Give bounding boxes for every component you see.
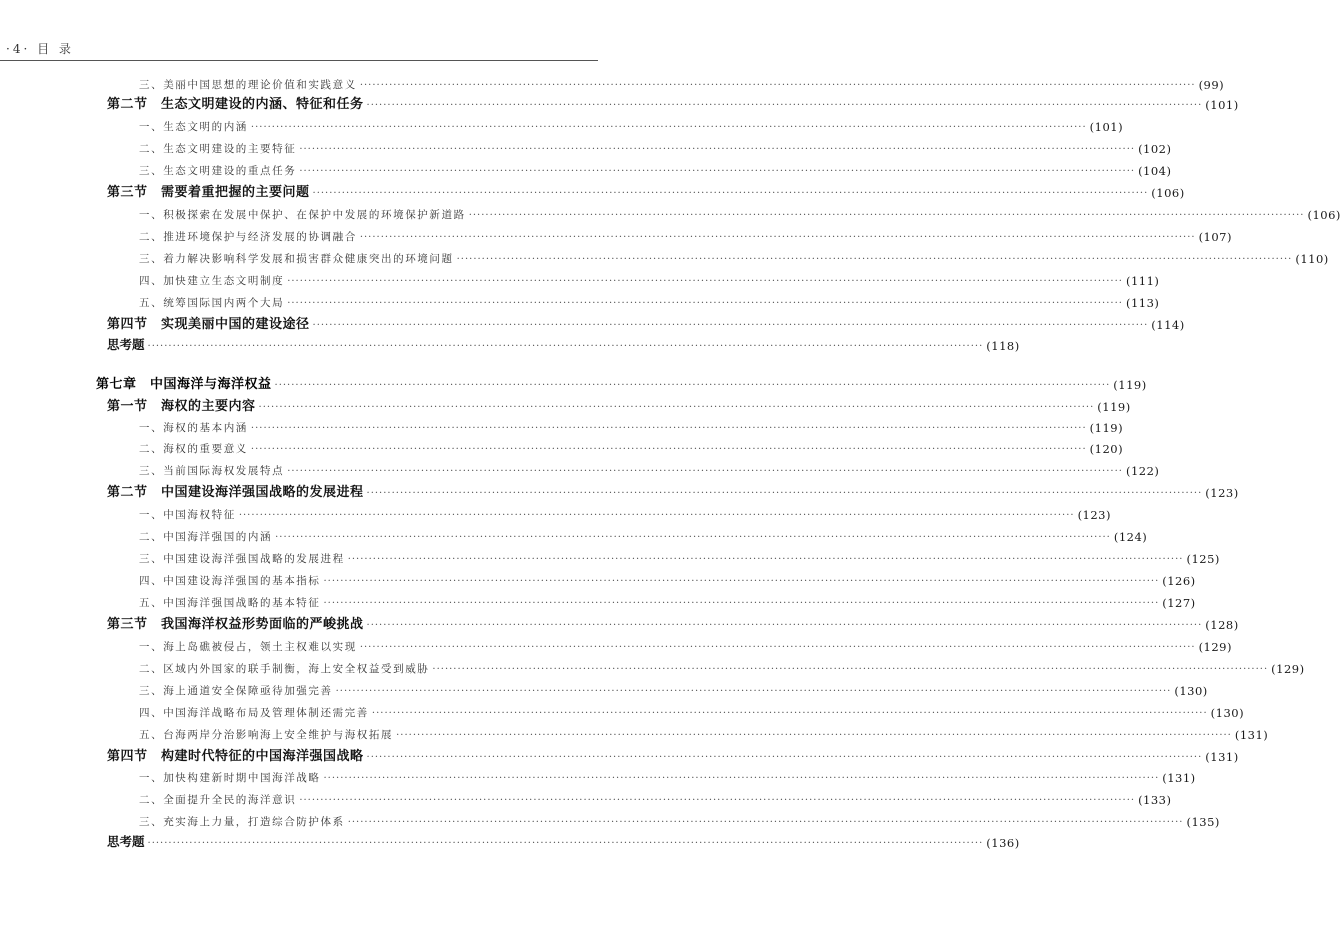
toc-leader-dots: ········································································································································································································ — [299, 144, 1136, 155]
toc-leader-dots: ········································································································································································································ — [335, 686, 1172, 697]
toc-entry-title: 二、海权的重要意义 — [139, 443, 248, 455]
toc-entry-sub[interactable] — [139, 656, 1305, 676]
toc-leader-dots: ········································································································································································································ — [366, 620, 1203, 631]
toc-entry-sub[interactable] — [139, 787, 1172, 807]
toc-entry-page: (119) — [1089, 421, 1124, 435]
toc-leader-dots: ········································································································································································································ — [468, 210, 1305, 221]
toc-entry-sub[interactable] — [139, 809, 1220, 829]
toc-entry-page: (106) — [1307, 208, 1341, 222]
toc-leader-dots: ········································································································································································································ — [238, 510, 1075, 521]
toc-entry-title: 第三节 我国海洋权益形势面临的严峻挑战 — [107, 617, 364, 632]
toc-leader-dots: ········································································································································································································ — [299, 795, 1136, 806]
toc-entry-page: (99) — [1198, 78, 1225, 92]
toc-entry-sub[interactable] — [139, 415, 1124, 435]
toc-entry-sec[interactable] — [107, 312, 1185, 332]
toc-entry-title: 一、积极探索在发展中保护、在保护中发展的环境保护新道路 — [139, 209, 466, 221]
toc-leader-dots: ········································································································································································································ — [323, 598, 1160, 609]
toc-entry-page: (126) — [1162, 574, 1196, 588]
toc-entry-sub[interactable] — [139, 458, 1160, 478]
toc-entry-title: 二、全面提升全民的海洋意识 — [139, 794, 297, 806]
toc-entry-page: (129) — [1198, 640, 1232, 654]
toc-entry-title: 第三节 需要着重把握的主要问题 — [107, 185, 310, 200]
toc-entry-title: 一、生态文明的内涵 — [139, 121, 248, 133]
toc-entry-page: (131) — [1234, 728, 1269, 742]
toc-leader-dots: ········································································································································································································ — [250, 423, 1087, 434]
toc-leader-dots: ········································································································································································································ — [258, 402, 1095, 413]
toc-entry-page: (131) — [1205, 750, 1239, 764]
toc-entry-title: 四、中国建设海洋强国的基本指标 — [139, 575, 321, 587]
toc-entry-page: (129) — [1271, 662, 1305, 676]
toc-entry-sec[interactable] — [107, 480, 1239, 500]
toc-entry-title: 二、推进环境保护与经济发展的协调融合 — [139, 231, 357, 243]
toc-entry-title: 一、海权的基本内涵 — [139, 422, 248, 434]
toc-leader-dots: ········································································································································································································ — [312, 320, 1149, 331]
toc-entry-sub[interactable] — [139, 678, 1208, 698]
toc-leader-dots: ········································································································································································································ — [347, 554, 1184, 565]
toc-entry-title: 三、美丽中国思想的理论价值和实践意义 — [139, 79, 357, 91]
toc-entry-page: (104) — [1138, 164, 1172, 178]
toc-entry-title: 四、中国海洋战略布局及管理体制还需完善 — [139, 707, 369, 719]
toc-entry-title: 三、当前国际海权发展特点 — [139, 465, 285, 477]
toc-entry-page: (106) — [1151, 186, 1185, 200]
toc-leader-dots: ········································································································································································································ — [287, 466, 1123, 477]
toc-entry-page: (125) — [1186, 552, 1220, 566]
toc-entry-sub[interactable] — [139, 524, 1148, 544]
toc-leader-dots: ········································································································································································································ — [323, 773, 1160, 784]
toc-entry-page: (119) — [1113, 378, 1147, 392]
toc-entry-sub[interactable] — [139, 765, 1196, 785]
toc-entry-title: 第二节 中国建设海洋强国战略的发展进程 — [107, 485, 364, 500]
toc-entry-page: (102) — [1138, 142, 1172, 156]
toc-entry-page: (135) — [1186, 815, 1220, 829]
toc-entry-page: (123) — [1205, 486, 1239, 500]
toc-entry-title: 三、海上通道安全保障亟待加强完善 — [139, 685, 333, 697]
toc-entry-sub[interactable] — [139, 634, 1232, 654]
toc-entry-title: 三、充实海上力量，打造综合防护体系 — [139, 816, 345, 828]
toc-leader-dots: ········································································································································································································ — [432, 664, 1269, 675]
toc-entry-page: (114) — [1151, 318, 1185, 332]
toc-entry-sub[interactable] — [139, 436, 1124, 456]
toc-entry-page: (101) — [1205, 98, 1239, 112]
toc-entry-page: (136) — [986, 836, 1020, 850]
toc-entry-title: 第七章 中国海洋与海洋权益 — [96, 377, 272, 392]
toc-entry-page: (133) — [1138, 793, 1172, 807]
toc-leader-dots: ········································································································································································································ — [312, 188, 1149, 199]
toc-entry-title: 第二节 生态文明建设的内涵、特征和任务 — [107, 97, 364, 112]
toc-entry-sub[interactable] — [139, 700, 1245, 720]
toc-entry-page: (130) — [1174, 684, 1208, 698]
toc-entry-page: (127) — [1162, 596, 1196, 610]
toc-leader-dots: ········································································································································································································ — [323, 576, 1160, 587]
toc-entry-page: (122) — [1125, 464, 1160, 478]
toc-leader-dots: ········································································································································································································ — [287, 276, 1123, 287]
toc-entry-page: (130) — [1210, 706, 1245, 720]
toc-entry-title: 一、中国海权特征 — [139, 509, 236, 521]
toc-entry-title: 第四节 构建时代特征的中国海洋强国战略 — [107, 749, 364, 764]
toc-entry-title: 四、加快建立生态文明制度 — [139, 275, 285, 287]
toc-entry-title: 二、中国海洋强国的内涵 — [139, 531, 273, 543]
toc-entry-sub[interactable] — [139, 568, 1196, 588]
toc-entry-page: (111) — [1125, 274, 1160, 288]
toc-leader-dots: ········································································································································································································ — [250, 122, 1087, 133]
toc-entry-page: (124) — [1113, 530, 1148, 544]
toc-entry-page: (101) — [1089, 120, 1124, 134]
toc-entry-think[interactable] — [107, 333, 1020, 353]
toc-entry-sub[interactable] — [139, 502, 1111, 522]
toc-entry-sub[interactable] — [139, 290, 1160, 310]
toc-leader-dots: ········································································································································································································ — [274, 380, 1111, 391]
toc-leader-dots: ········································································································································································································ — [456, 254, 1293, 265]
toc-entry-title: 第四节 实现美丽中国的建设途径 — [107, 317, 310, 332]
toc-entry-title: 第一节 海权的主要内容 — [107, 399, 256, 414]
toc-entry-sub[interactable] — [139, 268, 1160, 288]
toc-entry-page: (128) — [1205, 618, 1239, 632]
toc-entry-sub[interactable] — [139, 72, 1225, 92]
toc-leader-dots: ········································································································································································································ — [147, 341, 984, 352]
toc-entry-title: 一、海上岛礁被侵占，领土主权难以实现 — [139, 641, 357, 653]
toc-leader-dots: ········································································································································································································ — [359, 642, 1196, 653]
toc-entry-sec[interactable] — [107, 744, 1239, 764]
toc-entry-title: 一、加快构建新时期中国海洋战略 — [139, 772, 321, 784]
toc-leader-dots: ········································································································································································································ — [359, 232, 1196, 243]
toc-entry-title: 五、统筹国际国内两个大局 — [139, 297, 285, 309]
toc-leader-dots: ········································································································································································································ — [147, 838, 984, 849]
toc-entry-sub[interactable] — [139, 722, 1269, 742]
toc-entry-sub[interactable] — [139, 158, 1172, 178]
toc-entry-sub[interactable] — [139, 136, 1172, 156]
toc-entry-page: (113) — [1125, 296, 1160, 310]
toc-entry-sub[interactable] — [139, 114, 1124, 134]
toc-entry-sub[interactable] — [139, 224, 1232, 244]
toc-entry-sub[interactable] — [139, 246, 1329, 266]
toc-entry-sub[interactable] — [139, 590, 1196, 610]
toc-leader-dots: ········································································································································································································ — [250, 444, 1087, 455]
toc-entry-page: (123) — [1077, 508, 1111, 522]
toc-entry-title: 五、台海两岸分治影响海上安全维护与海权拓展 — [139, 729, 394, 741]
toc-leader-dots: ········································································································································································································ — [359, 80, 1196, 91]
toc-entry-page: (119) — [1097, 400, 1131, 414]
toc-entry-title: 三、着力解决影响科学发展和损害群众健康突出的环境问题 — [139, 253, 454, 265]
toc-leader-dots: ········································································································································································································ — [299, 166, 1136, 177]
toc-entry-sub[interactable] — [139, 546, 1220, 566]
toc-entry-sec[interactable] — [107, 612, 1239, 632]
toc-entry-page: (107) — [1198, 230, 1232, 244]
toc-entry-title: 五、中国海洋强国战略的基本特征 — [139, 597, 321, 609]
toc-entry-page: (110) — [1295, 252, 1329, 266]
toc-leader-dots: ········································································································································································································ — [287, 298, 1123, 309]
toc-entry-page: (120) — [1089, 442, 1124, 456]
toc-entry-title: 三、生态文明建设的重点任务 — [139, 165, 297, 177]
toc-leader-dots: ········································································································································································································ — [366, 752, 1203, 763]
toc-entry-title: 三、中国建设海洋强国战略的发展进程 — [139, 553, 345, 565]
toc-entry-sec[interactable] — [107, 92, 1239, 112]
toc-entry-title: 思考题 — [107, 337, 145, 352]
toc-entry-think[interactable] — [107, 830, 1020, 850]
toc-leader-dots: ········································································································································································································ — [396, 730, 1232, 741]
toc-leader-dots: ········································································································································································································ — [366, 100, 1203, 111]
toc-entry-page: (131) — [1162, 771, 1196, 785]
toc-entry-sec[interactable] — [107, 394, 1131, 414]
toc-leader-dots: ········································································································································································································ — [371, 708, 1208, 719]
toc-entry-title: 二、生态文明建设的主要特征 — [139, 143, 297, 155]
toc-leader-dots: ········································································································································································································ — [366, 488, 1203, 499]
toc-entry-title: 二、区域内外国家的联手制衡，海上安全权益受到威胁 — [139, 663, 430, 675]
toc-entry-page: (118) — [986, 339, 1020, 353]
toc-leader-dots: ········································································································································································································ — [347, 817, 1184, 828]
toc-entry-sec[interactable] — [107, 180, 1185, 200]
toc-leader-dots: ········································································································································································································ — [275, 532, 1111, 543]
toc-entry-chap[interactable] — [96, 372, 1147, 392]
toc-entry-sub[interactable] — [139, 202, 1341, 222]
header-text: ·4· 目 录 — [6, 42, 74, 56]
toc-entry-title: 思考题 — [107, 834, 145, 849]
